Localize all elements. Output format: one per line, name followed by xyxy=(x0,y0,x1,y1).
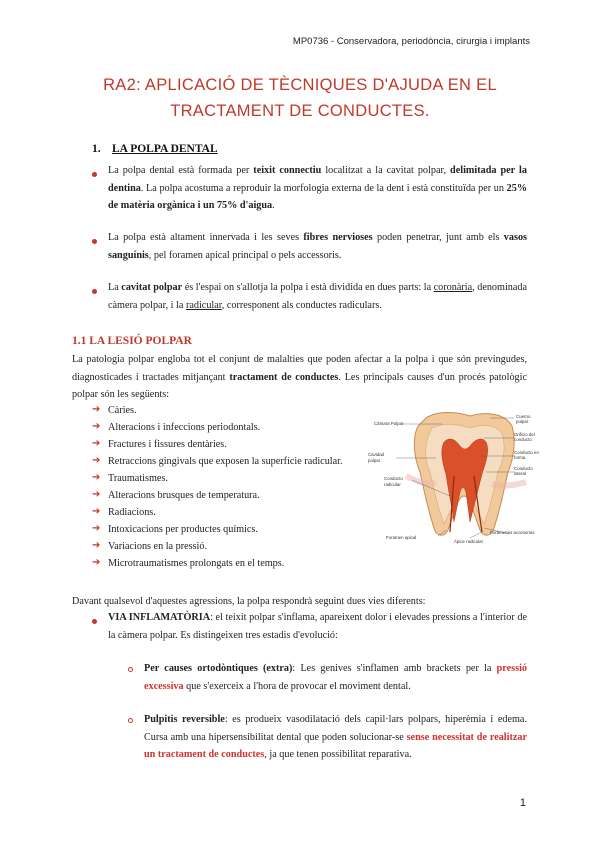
paragraph-via-inflamatoria: VIA INFLAMATÒRIA: el teixit polpar s'inflama, apareixent dolor i elevades pressions a l'interior de la càmera polpar. Es distingeixen tres estadis d'evolució: xyxy=(108,612,527,641)
label-conducto-2: radicular xyxy=(384,482,401,487)
label-apice: Ápice radicular xyxy=(454,539,484,544)
list-item: Càries. xyxy=(108,405,137,416)
bullet-dot xyxy=(92,239,97,244)
arrow-icon: ➔ xyxy=(92,523,101,534)
bullet-dot xyxy=(92,619,97,624)
label-cavidad-2: pulpar xyxy=(368,458,381,463)
label-cuerno-2: pulpar xyxy=(516,419,529,424)
bullet-dot xyxy=(92,172,97,177)
label-foramen: Foramen apical xyxy=(386,535,417,540)
document-title xyxy=(80,72,520,124)
arrow-icon: ➔ xyxy=(92,421,101,432)
circle-bullet xyxy=(128,667,133,672)
list-item: Variacions en la pressió. xyxy=(108,541,208,552)
arrow-icon: ➔ xyxy=(92,438,101,449)
label-foramenes-accesorios: Forámenes accesorios xyxy=(490,530,535,535)
section-title: LA POLPA DENTAL xyxy=(112,143,218,155)
label-conducto-1: Conducto xyxy=(384,476,403,481)
paragraph-respostes: Davant qualsevol d'aquestes agressions, la polpa respondrà seguint dues vies diferents: xyxy=(72,596,426,607)
paragraph-causes-ortodontiques: Per causes ortodòntiques (extra): Les genives s'inflamen amb brackets per la pressió excessiva que s'exerceix a l'hora de provocar el moviment dental. xyxy=(144,663,527,692)
tooth-anatomy-figure xyxy=(366,406,539,554)
list-item: Alteracions brusques de temperatura. xyxy=(108,490,260,501)
label-camara: Cámara Pulpar xyxy=(374,421,404,426)
page-number: 1 xyxy=(519,797,526,809)
label-conducto-lat-1: Conducto xyxy=(514,466,533,471)
list-item: Microtraumatismes prolongats en el temps. xyxy=(108,558,285,569)
paragraph-polpa-composicio: La polpa dental està formada per teixit connectiu localitzat a la cavitat polpar, delimitada per la dentina. La polpa acostuma a reproduir la morfologia externa de la dent i està constituïda per un 25% de matèria orgànica i un 75% d'aigua. xyxy=(108,165,527,211)
section-heading-polpa xyxy=(92,143,218,155)
paragraph-pulpitis-reversible: Pulpitis reversible: es produeix vasodilatació dels capil·lars polpars, hiperèmia i edema. Cursa amb una hipersensibilitat dental que poden solucionar-se sense necessitat de realitzar un tractament de conductes, ja que tenen possibilitat reparativa. xyxy=(144,714,527,760)
arrow-icon: ➔ xyxy=(92,472,101,483)
label-cuerno-1: Cuerno xyxy=(516,414,531,419)
label-cavidad-1: Cavidad xyxy=(368,452,385,457)
paragraph-cavitat: La cavitat polpar és l'espai on s'allotja la polpa i està dividida en dues parts: la coronària, denominada càmera polpar, i la radicular, corresponent als conductes radiculars. xyxy=(108,282,528,311)
arrow-icon: ➔ xyxy=(92,557,101,568)
list-item: Traumatismes. xyxy=(108,473,168,484)
label-conducto-forma-2: forma xyxy=(514,455,526,460)
label-orificio-2: conducto xyxy=(514,437,532,442)
title-line-1: RA2: APLICACIÓ DE TÈCNIQUES D'AJUDA EN EL xyxy=(103,76,497,94)
bullet-dot xyxy=(92,289,97,294)
arrow-icon: ➔ xyxy=(92,404,101,415)
section-number: 1. xyxy=(92,143,101,155)
arrow-icon: ➔ xyxy=(92,540,101,551)
arrow-icon: ➔ xyxy=(92,455,101,466)
label-conducto-lat-2: lateral xyxy=(514,471,526,476)
arrow-icon: ➔ xyxy=(92,489,101,500)
page-header: MP0736 - Conservadora, periodòncia, cirurgia i implants xyxy=(292,36,530,47)
title-line-2: TRACTAMENT DE CONDUCTES. xyxy=(170,102,430,120)
list-item: Radiacions. xyxy=(108,507,156,518)
paragraph-innervacio: La polpa està altament innervada i les seves fibres nervioses poden penetrar, junt amb els vasos sanguínis, pel foramen apical principal o pels accessoris. xyxy=(108,232,528,261)
label-conducto-forma-1: Conducto en xyxy=(514,450,539,455)
list-item: Retraccions gingivals que exposen la superfície radicular. xyxy=(108,456,343,467)
paragraph-patologia: La patologia polpar engloba tot el conjunt de malalties que poden afectar a la polpa i que són previngudes, diagnosticades i tractades mitjançant tractament de conductes. Les principals causes d'un procés patològic polpar són les següents: xyxy=(72,354,527,400)
list-item: Fractures i fissures dentàries. xyxy=(108,439,227,450)
arrow-icon: ➔ xyxy=(92,506,101,517)
subsection-heading-lesio: 1.1 LA LESIÓ POLPAR xyxy=(72,335,192,347)
list-item: Intoxicacions per productes químics. xyxy=(108,524,258,535)
circle-bullet xyxy=(128,718,133,723)
list-item: Alteracions i infeccions periodontals. xyxy=(108,422,261,433)
label-orificio-1: Orificio del xyxy=(514,432,535,437)
